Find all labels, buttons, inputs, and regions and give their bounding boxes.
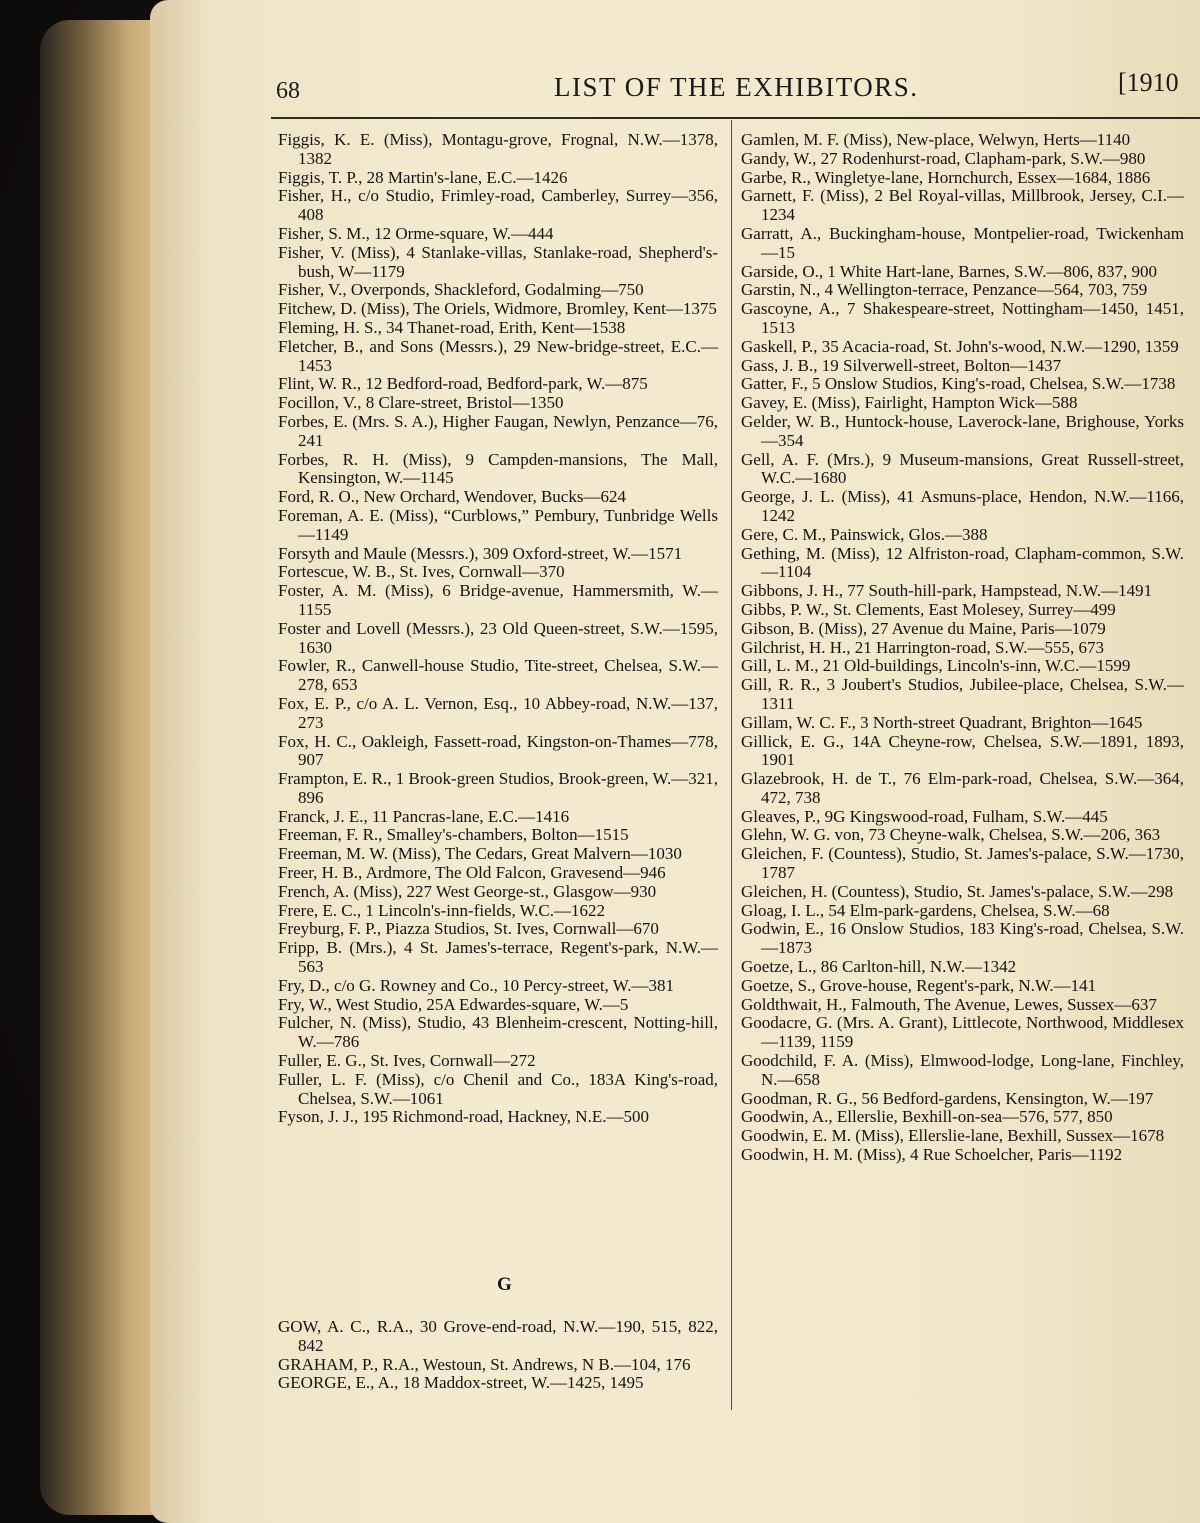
exhibitor-entry: Gibbs, P. W., St. Clements, East Molesey, Surrey—499	[741, 599, 1116, 619]
exhibitor-entry: Fortescue, W. B., St. Ives, Cornwall—370	[278, 562, 565, 582]
exhibitor-entry: Frampton, E. R., 1 Brook-green Studios, Brook-green, W.—321, 896	[278, 769, 718, 807]
exhibitor-entry: Fletcher, B., and Sons (Messrs.), 29 New-bridge-street, E.C.—1453	[278, 336, 718, 375]
exhibitor-entry: Fripp, B. (Mrs.), 4 St. James's-terrace, Regent's-park, N.W.—563	[278, 938, 718, 977]
exhibitor-entry: Gibbons, J. H., 77 South-hill-park, Hampstead, N.W.—1491	[741, 581, 1153, 601]
exhibitor-entry: Fisher, S. M., 12 Orme-square, W.—444	[278, 223, 554, 243]
exhibitor-entry: Fleming, H. S., 34 Thanet-road, Erith, Kent—1538	[278, 317, 626, 337]
exhibitor-entry: Gaskell, P., 35 Acacia-road, St. John's-wood, N.W.—1290, 1359	[741, 336, 1179, 356]
exhibitor-entry: Gamlen, M. F. (Miss), New-place, Welwyn, Herts—1140	[741, 130, 1131, 149]
exhibitor-entry: Goodacre, G. (Mrs. A. Grant), Littlecote, Northwood, Middlesex—1139, 1159	[741, 1013, 1184, 1052]
exhibitor-entry: Goetze, S., Grove-house, Regent's-park, N.W.—141	[741, 975, 1097, 995]
exhibitor-entry: Fowler, R., Canwell-house Studio, Tite-street, Chelsea, S.W.—278, 653	[278, 656, 718, 695]
exhibitor-entry: Garnett, F. (Miss), 2 Bel Royal-villas, Millbrook, Jersey, C.I.—1234	[741, 186, 1184, 225]
exhibitor-entry: Fitchew, D. (Miss), The Oriels, Widmore, Bromley, Kent—1375	[278, 299, 717, 319]
exhibitor-entry: Goldthwait, H., Falmouth, The Avenue, Lewes, Sussex—637	[741, 994, 1157, 1014]
running-title: LIST OF THE EXHIBITORS.	[554, 72, 919, 102]
exhibitor-entry: Goodwin, A., Ellerslie, Bexhill-on-sea—576, 577, 850	[741, 1107, 1113, 1127]
exhibitor-entry: Gass, J. B., 19 Silverwell-street, Bolton—1437	[741, 355, 1062, 375]
exhibitor-entry: Gandy, W., 27 Rodenhurst-road, Clapham-park, S.W.—980	[741, 148, 1146, 168]
exhibitor-entry: Garbe, R., Wingletye-lane, Hornchurch, Essex—1684, 1886	[741, 167, 1151, 187]
exhibitor-entry: Flint, W. R., 12 Bedford-road, Bedford-park, W.—875	[278, 374, 648, 394]
exhibitor-entry: Garside, O., 1 White Hart-lane, Barnes, S.W.—806, 837, 900	[741, 261, 1157, 281]
exhibitor-entry: Gilchrist, H. H., 21 Harrington-road, S.W.—555, 673	[741, 637, 1104, 657]
column-divider	[731, 120, 732, 1410]
exhibitor-entry: Garratt, A., Buckingham-house, Montpelier-road, Twickenham—15	[741, 223, 1184, 262]
exhibitor-entry: Gere, C. M., Painswick, Glos.—388	[741, 524, 988, 544]
right-column	[741, 131, 1184, 1165]
exhibitor-entry: Gill, R. R., 3 Joubert's Studios, Jubilee-place, Chelsea, S.W.—1311	[741, 675, 1184, 713]
exhibitor-entry: Fry, W., West Studio, 25A Edwardes-square, W.—5	[278, 994, 629, 1014]
exhibitor-entry: Goodwin, H. M. (Miss), 4 Rue Schoelcher, Paris—1192	[741, 1145, 1123, 1165]
exhibitor-entry: Franck, J. E., 11 Pancras-lane, E.C.—1416	[278, 806, 570, 826]
exhibitor-entry: Gething, M. (Miss), 12 Alfriston-road, Clapham-common, S.W.—1104	[741, 543, 1184, 582]
exhibitor-entry: Gleaves, P., 9G Kingswood-road, Fulham, S.W.—445	[741, 806, 1108, 826]
exhibitor-entry: Gatter, F., 5 Onslow Studios, King's-road, Chelsea, S.W.—1738	[741, 374, 1176, 394]
exhibitor-entry: Glehn, W. G. von, 73 Cheyne-walk, Chelsea, S.W.—206, 363	[741, 825, 1161, 845]
header-rule	[271, 117, 1200, 119]
exhibitor-entry: Freer, H. B., Ardmore, The Old Falcon, Gravesend—946	[278, 863, 666, 883]
exhibitor-entry: Goodwin, E. M. (Miss), Ellerslie-lane, Bexhill, Sussex—1678	[741, 1126, 1165, 1146]
exhibitor-entry: GOW, A. C., R.A., 30 Grove-end-road, N.W.—190, 515, 822, 842	[278, 1317, 718, 1355]
exhibitor-entry: Goodman, R. G., 56 Bedford-gardens, Kensington, W.—197	[741, 1088, 1154, 1108]
exhibitor-entry: Fox, E. P., c/o A. L. Vernon, Esq., 10 Abbey-road, N.W.—137, 273	[278, 693, 718, 732]
exhibitor-entry: Gill, L. M., 21 Old-buildings, Lincoln's-inn, W.C.—1599	[741, 656, 1131, 676]
exhibitor-entry: Gascoyne, A., 7 Shakespeare-street, Nottingham—1450, 1451, 1513	[741, 299, 1184, 337]
page-header	[0, 68, 1200, 108]
exhibitor-entry: Freeman, M. W. (Miss), The Cedars, Great Malvern—1030	[278, 844, 682, 864]
exhibitor-entry: Garstin, N., 4 Wellington-terrace, Penzance—564, 703, 759	[741, 280, 1148, 300]
exhibitor-entry: Foreman, A. E. (Miss), “Curblows,” Pembury, Tunbridge Wells—1149	[278, 505, 718, 544]
exhibitor-entry: Goodchild, F. A. (Miss), Elmwood-lodge, Long-lane, Finchley, N.—658	[741, 1051, 1184, 1089]
exhibitor-entry: Gavey, E. (Miss), Fairlight, Hampton Wick—588	[741, 393, 1078, 413]
exhibitor-entry: Foster and Lovell (Messrs.), 23 Old Queen-street, S.W.—1595, 1630	[278, 618, 718, 657]
exhibitor-entry: Gell, A. F. (Mrs.), 9 Museum-mansions, Great Russell-street, W.C.—1680	[741, 449, 1184, 488]
exhibitor-entry: Fox, H. C., Oakleigh, Fassett-road, Kingston-on-Thames—778, 907	[278, 731, 718, 770]
exhibitor-entry: Foster, A. M. (Miss), 6 Bridge-avenue, Hammersmith, W.—1155	[278, 581, 718, 619]
exhibitor-entry: Forbes, E. (Mrs. S. A.), Higher Faugan, Newlyn, Penzance—76, 241	[278, 411, 718, 450]
exhibitor-entry: French, A. (Miss), 227 West George-st., Glasgow—930	[278, 881, 657, 901]
exhibitor-entry: Forbes, R. H. (Miss), 9 Campden-mansions, The Mall, Kensington, W.—1145	[278, 449, 718, 488]
exhibitor-entry: Figgis, T. P., 28 Martin's-lane, E.C.—1426	[278, 167, 568, 187]
exhibitor-entry: Fisher, V. (Miss), 4 Stanlake-villas, Stanlake-road, Shepherd's-bush, W—1179	[278, 242, 718, 281]
exhibitor-entry: Fisher, V., Overponds, Shackleford, Godalming—750	[278, 280, 644, 300]
left-column	[278, 131, 718, 1127]
exhibitor-entry: Fisher, H., c/o Studio, Frimley-road, Camberley, Surrey—356, 408	[278, 186, 718, 225]
exhibitor-entry: Gleichen, F. (Countess), Studio, St. James's-palace, S.W.—1730, 1787	[741, 844, 1184, 883]
exhibitor-entry: Fuller, L. F. (Miss), c/o Chenil and Co., 183A King's-road, Chelsea, S.W.—1061	[278, 1069, 718, 1108]
exhibitor-entry: Frere, E. C., 1 Lincoln's-inn-fields, W.C.—1622	[278, 900, 605, 920]
exhibitor-entry: George, J. L. (Miss), 41 Asmuns-place, Hendon, N.W.—1166, 1242	[741, 487, 1184, 525]
year-label: [1910	[1118, 68, 1179, 97]
exhibitor-entry: Focillon, V., 8 Clare-street, Bristol—1350	[278, 393, 564, 413]
exhibitor-entry: Ford, R. O., New Orchard, Wendover, Bucks—624	[278, 487, 626, 507]
exhibitor-entry: Fuller, E. G., St. Ives, Cornwall—272	[278, 1051, 536, 1071]
exhibitor-entry: Fulcher, N. (Miss), Studio, 43 Blenheim-crescent, Notting-hill, W.—786	[278, 1013, 718, 1052]
exhibitor-entry: Gillam, W. C. F., 3 North-street Quadrant, Brighton—1645	[741, 712, 1143, 732]
exhibitor-entry: GRAHAM, P., R.A., Westoun, St. Andrews, N B.—104, 176	[278, 1354, 691, 1374]
exhibitor-entry: Glazebrook, H. de T., 76 Elm-park-road, Chelsea, S.W.—364, 472, 738	[741, 769, 1184, 807]
exhibitor-entry: Gleichen, H. (Countess), Studio, St. James's-palace, S.W.—298	[741, 881, 1174, 901]
section-g-entries	[278, 1318, 718, 1393]
exhibitor-entry: Godwin, E., 16 Onslow Studios, 183 King's-road, Chelsea, S.W.—1873	[741, 919, 1184, 958]
exhibitor-entry: Figgis, K. E. (Miss), Montagu-grove, Frognal, N.W.—1378, 1382	[278, 130, 718, 168]
exhibitor-entry: Fry, D., c/o G. Rowney and Co., 10 Percy-street, W.—381	[278, 975, 674, 995]
exhibitor-entry: Freeman, F. R., Smalley's-chambers, Bolton—1515	[278, 825, 629, 845]
page-number: 68	[276, 78, 300, 104]
exhibitor-entry: Gibson, B. (Miss), 27 Avenue du Maine, Paris—1079	[741, 618, 1106, 638]
exhibitor-entry: GEORGE, E., A., 18 Maddox-street, W.—1425, 1495	[278, 1373, 644, 1393]
section-heading-g: G	[497, 1274, 512, 1295]
exhibitor-entry: Forsyth and Maule (Messrs.), 309 Oxford-street, W.—1571	[278, 543, 683, 563]
exhibitor-entry: Gloag, I. L., 54 Elm-park-gardens, Chelsea, S.W.—68	[741, 900, 1110, 920]
exhibitor-entry: Fyson, J. J., 195 Richmond-road, Hackney, N.E.—500	[278, 1107, 649, 1127]
exhibitor-entry: Goetze, L., 86 Carlton-hill, N.W.—1342	[741, 957, 1017, 977]
exhibitor-entry: Freyburg, F. P., Piazza Studios, St. Ives, Cornwall—670	[278, 919, 659, 939]
exhibitor-entry: Gillick, E. G., 14A Cheyne-row, Chelsea, S.W.—1891, 1893, 1901	[741, 731, 1184, 770]
exhibitor-entry: Gelder, W. B., Huntock-house, Laverock-lane, Brighouse, Yorks—354	[741, 411, 1184, 450]
